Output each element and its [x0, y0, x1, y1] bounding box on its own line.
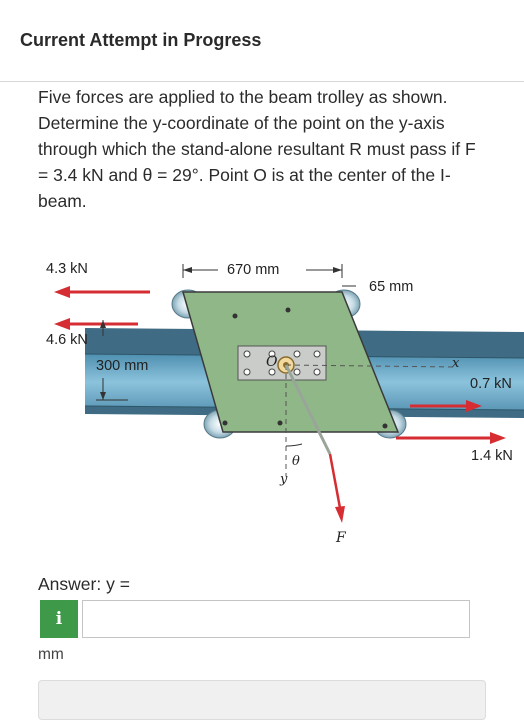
label-force-mid-left: 4.6 kN: [46, 332, 88, 348]
label-y-axis: y: [280, 472, 288, 487]
label-force-f: F: [336, 530, 346, 546]
page-title: Current Attempt in Progress: [20, 30, 262, 50]
label-point-o: O: [266, 354, 278, 370]
label-angle: θ: [292, 454, 300, 469]
label-dim-offset: 65 mm: [369, 279, 414, 295]
label-dim-width: 670 mm: [227, 262, 280, 278]
label-force-top-left: 4.3 kN: [46, 261, 88, 277]
force-right-lower-arrow: [396, 432, 506, 444]
label-force-right-upper: 0.7 kN: [470, 376, 512, 392]
label-x-axis: x: [452, 356, 460, 371]
pin-bracket: [238, 346, 326, 380]
label-dim-vertical: 300 mm: [96, 358, 149, 374]
answer-label: Answer: y =: [38, 574, 130, 594]
problem-figure: [40, 248, 524, 568]
label-force-right-lower: 1.4 kN: [471, 448, 513, 464]
angle-arc: [286, 444, 302, 446]
trolley-diagram: [40, 248, 524, 568]
question-text: Five forces are applied to the beam trolley as shown. Determine the y-coordinate of the point on the y-axis through which the stand-alone resultant R must pass if F = 3.4 kN and θ = 29°. Point O is at the center of the I-beam.: [38, 87, 476, 211]
info-icon-button[interactable]: i: [40, 600, 78, 638]
page-header: [0, 0, 524, 82]
unit-label: mm: [38, 646, 64, 663]
force-top-left-arrow: [54, 286, 150, 298]
bottom-panel: [38, 680, 486, 720]
answer-input[interactable]: [82, 600, 470, 638]
